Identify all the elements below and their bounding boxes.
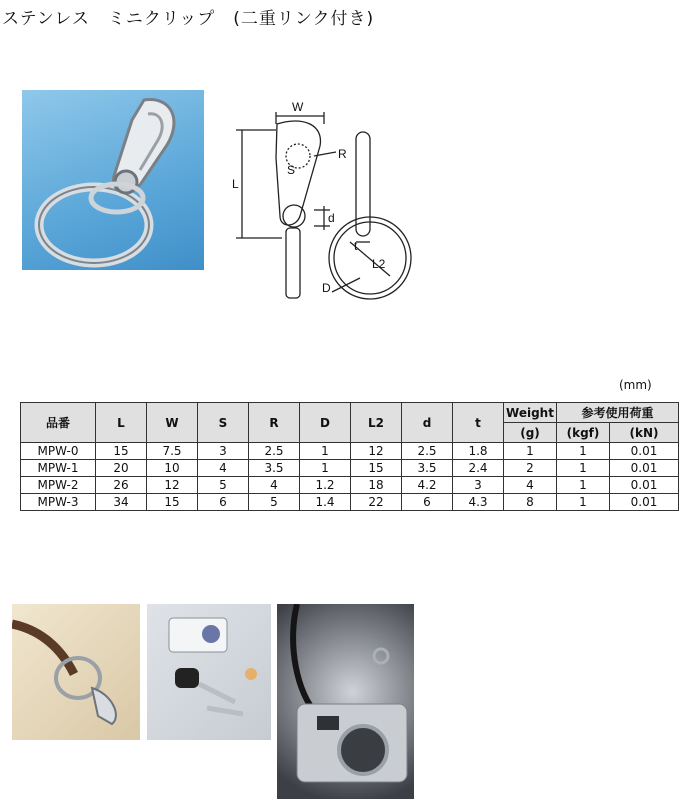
table-cell: 1 bbox=[504, 443, 557, 460]
table-cell: 1 bbox=[557, 494, 610, 511]
label-r: R bbox=[338, 147, 347, 161]
table-cell: 5 bbox=[198, 477, 249, 494]
table-cell: 26 bbox=[96, 477, 147, 494]
table-cell: 0.01 bbox=[610, 460, 679, 477]
weight-unit: (g) bbox=[504, 423, 557, 443]
unit-label: (mm) bbox=[619, 378, 652, 392]
table-cell: 12 bbox=[351, 443, 402, 460]
table-row bbox=[21, 460, 679, 477]
header-cell: t bbox=[453, 403, 504, 443]
table-cell: 4 bbox=[504, 477, 557, 494]
table-cell: 3.5 bbox=[402, 460, 453, 477]
table-cell: 5 bbox=[249, 494, 300, 511]
header-cell: D bbox=[300, 403, 351, 443]
header-cell: 品番 bbox=[21, 403, 96, 443]
table-cell: 3 bbox=[198, 443, 249, 460]
table-cell: 3 bbox=[453, 477, 504, 494]
label-l: L bbox=[232, 177, 239, 191]
label-l2: L2 bbox=[372, 257, 386, 271]
table-cell: 10 bbox=[147, 460, 198, 477]
table-cell: 7.5 bbox=[147, 443, 198, 460]
table-cell: 1.4 bbox=[300, 494, 351, 511]
table-cell: 4.3 bbox=[453, 494, 504, 511]
spec-table bbox=[20, 402, 679, 511]
part-number-cell: MPW-0 bbox=[21, 443, 96, 460]
table-cell: 2 bbox=[504, 460, 557, 477]
dimension-drawing bbox=[232, 98, 422, 308]
header-cell: 参考使用荷重 bbox=[557, 403, 679, 423]
label-s: S bbox=[287, 163, 296, 177]
photo-camera-strap bbox=[277, 604, 414, 799]
table-cell: 0.01 bbox=[610, 477, 679, 494]
table-cell: 12 bbox=[147, 477, 198, 494]
table-cell: 1 bbox=[557, 460, 610, 477]
header-cell: Weight bbox=[504, 403, 557, 423]
load-unit-kgf: (kgf) bbox=[557, 423, 610, 443]
table-cell: 1 bbox=[557, 477, 610, 494]
photo-strap-clip bbox=[12, 604, 140, 740]
header-cell: L2 bbox=[351, 403, 402, 443]
table-cell: 2.5 bbox=[402, 443, 453, 460]
table-row bbox=[21, 494, 679, 511]
part-number-cell: MPW-3 bbox=[21, 494, 96, 511]
table-cell: 1.2 bbox=[300, 477, 351, 494]
table-cell: 3.5 bbox=[249, 460, 300, 477]
clip-illustration bbox=[22, 90, 204, 270]
table-cell: 6 bbox=[402, 494, 453, 511]
header-cell: L bbox=[96, 403, 147, 443]
header-cell: W bbox=[147, 403, 198, 443]
table-cell: 6 bbox=[198, 494, 249, 511]
header-cell: R bbox=[249, 403, 300, 443]
table-row bbox=[21, 443, 679, 460]
label-d-small: d bbox=[328, 211, 335, 225]
label-w: W bbox=[292, 100, 304, 114]
table-cell: 4.2 bbox=[402, 477, 453, 494]
table-cell: 2.4 bbox=[453, 460, 504, 477]
load-unit-kn: (kN) bbox=[610, 423, 679, 443]
table-cell: 0.01 bbox=[610, 443, 679, 460]
table-cell: 1 bbox=[557, 443, 610, 460]
table-cell: 15 bbox=[147, 494, 198, 511]
label-d-large: D bbox=[322, 281, 331, 295]
table-cell: 1 bbox=[300, 460, 351, 477]
table-cell: 4 bbox=[249, 477, 300, 494]
product-photo bbox=[22, 90, 204, 270]
photo-camera-keys bbox=[147, 604, 271, 740]
table-cell: 15 bbox=[351, 460, 402, 477]
header-cell: S bbox=[198, 403, 249, 443]
table-cell: 22 bbox=[351, 494, 402, 511]
table-cell: 18 bbox=[351, 477, 402, 494]
table-cell: 34 bbox=[96, 494, 147, 511]
page-title: ステンレス ミニクリップ (二重リンク付き) bbox=[2, 9, 375, 29]
table-cell: 2.5 bbox=[249, 443, 300, 460]
header-row bbox=[21, 403, 679, 423]
table-row bbox=[21, 477, 679, 494]
table-cell: 0.01 bbox=[610, 494, 679, 511]
table-cell: 15 bbox=[96, 443, 147, 460]
part-number-cell: MPW-2 bbox=[21, 477, 96, 494]
table-cell: 20 bbox=[96, 460, 147, 477]
table-cell: 8 bbox=[504, 494, 557, 511]
label-t: t bbox=[354, 239, 358, 253]
table-cell: 1 bbox=[300, 443, 351, 460]
table-cell: 4 bbox=[198, 460, 249, 477]
header-cell: d bbox=[402, 403, 453, 443]
table-cell: 1.8 bbox=[453, 443, 504, 460]
part-number-cell: MPW-1 bbox=[21, 460, 96, 477]
